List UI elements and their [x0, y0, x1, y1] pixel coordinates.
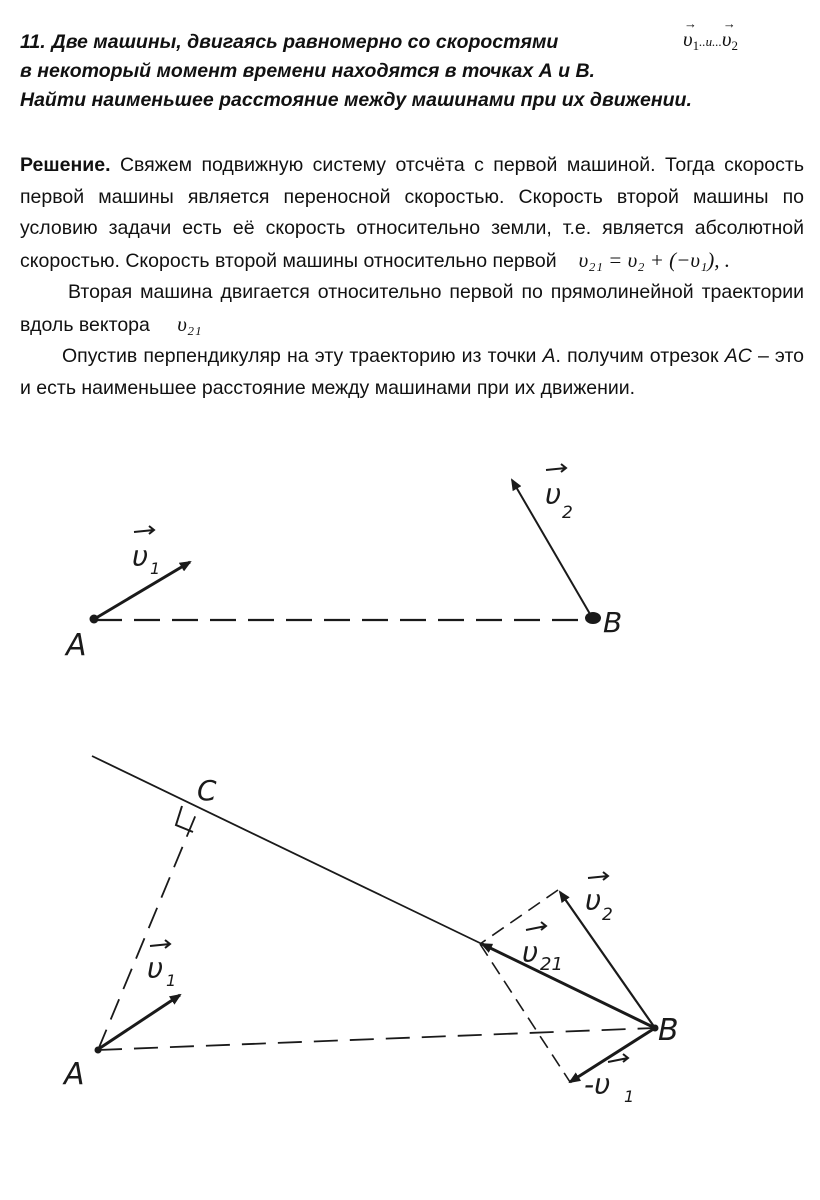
fig1-v1-label-arrow-icon: [134, 526, 154, 534]
solution-text-3c: – это и есть наименьшее расстояние между машинами при их движении.: [20, 345, 805, 399]
fig2-parallelogram-top: [480, 890, 558, 944]
fig2-label-v2: υ: [585, 884, 602, 917]
fig2-label-b: B: [658, 1013, 679, 1048]
given-v2: → υ: [722, 27, 732, 52]
figure-2: [62, 756, 679, 1106]
solution-text-2: Вторая машина двигается относительно первой по прямолинейной траектории вдоль вектора: [20, 281, 804, 336]
fig2-ac-perpendicular: [98, 812, 197, 1050]
fig2-label-v1-sub: 1: [166, 971, 177, 990]
given-v1: → υ: [683, 27, 693, 52]
problem-line-2: в некоторый момент времени находятся в точках А и В.: [20, 60, 595, 82]
fig2-label-v21: υ: [522, 936, 539, 969]
fig2-v1-arrow: [100, 995, 180, 1048]
segment-ac-ref: AC: [724, 345, 752, 367]
fig2-label-v2-sub: 2: [602, 905, 613, 925]
fig1-point-b: [585, 612, 601, 624]
fig2-v1-label-arrow-icon: [150, 940, 170, 948]
fig2-label-v21-sub: 21: [540, 954, 563, 975]
fig1-v2-label-arrow-icon: [546, 464, 566, 472]
given-and: ..и...: [699, 34, 722, 49]
solution-text-3b: . получим отрезок: [555, 345, 719, 367]
fig1-label-b: B: [603, 606, 623, 639]
given-v2-sub: 2: [731, 38, 739, 53]
figure-1: [64, 464, 622, 663]
point-a-ref: A: [542, 345, 556, 367]
problem-number: 11.: [20, 31, 46, 53]
problem-line-3: Найти наименьшее расстояние между машинами при их движении.: [20, 89, 692, 111]
fig2-neg-v1-arrow: [570, 1028, 655, 1082]
fig2-label-neg-v1-sub: 1: [624, 1087, 635, 1106]
fig1-label-v1-sub: 1: [150, 559, 161, 578]
fig2-label-v1: υ: [147, 952, 164, 985]
fig2-label-neg-v1: -υ: [584, 1068, 611, 1101]
fig1-label-a: A: [66, 628, 87, 663]
given-v1-sub: 1: [692, 38, 700, 53]
fig2-v21-label-arrow-icon: [526, 922, 546, 930]
solution-text-1: Свяжем подвижную систему отсчёта с первой машиной. Тогда скорость первой машины является переносной скоростью. Скорость второй машины по условию задачи есть её скорость относительно земли, т.е. является абсолютной скоростью. Скорость второй машины относительно первой: [20, 154, 804, 272]
fig2-trajectory-line: [92, 756, 482, 944]
fig1-label-v2: υ: [545, 478, 562, 511]
problem-text-1: Две машины, двигаясь равномерно со скоростями: [51, 31, 559, 53]
fig1-label-v2-sub: 2: [562, 503, 573, 523]
relative-velocity-formula: υ₂₁ = υ₂ + (−υ₁), .: [578, 247, 731, 272]
fig2-ab-dashed-line: [98, 1028, 655, 1050]
solution-text-3a: Опустив перпендикуляр на эту траекторию из точки: [62, 345, 537, 367]
solution-label: Решение.: [20, 154, 111, 176]
fig2-v2-label-arrow-icon: [588, 872, 608, 880]
v21-vector: υ₂₁: [177, 311, 202, 336]
fig1-label-v1: υ: [132, 540, 149, 573]
fig2-label-c: C: [197, 774, 217, 807]
fig2-label-a: A: [64, 1057, 85, 1092]
fig2-point-a: [95, 1047, 102, 1054]
